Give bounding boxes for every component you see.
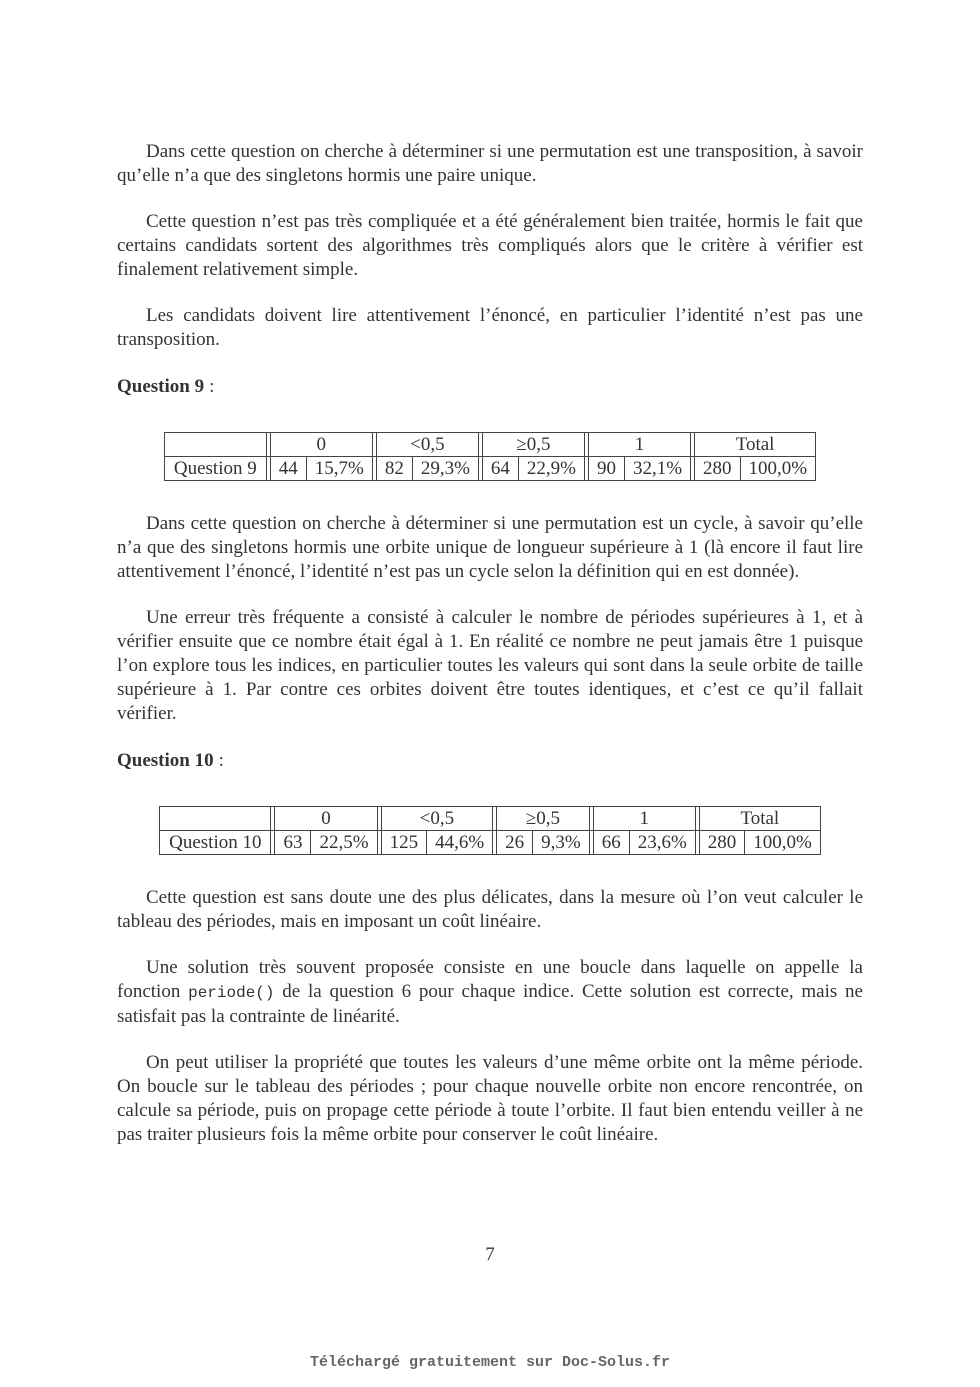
table-header-row [160,807,821,831]
table-cell-count: 82 [376,457,412,481]
paragraph: Cette question est sans doute une des plus délicates, dans la mesure où l’on veut calculer le tableau des périodes, mais en imposant un coût linéaire. [117,887,863,932]
page-content [117,140,863,1147]
paragraph: Dans cette question on cherche à déterminer si une permutation est une transposition, à savoir qu’elle n’a que des singletons hormis une paire unique. [117,141,863,186]
table-cell-count: 280 [699,831,745,855]
table-cell-count: 280 [695,457,741,481]
table-cell-percent: 15,7% [306,457,372,481]
table-cell-percent: 22,5% [311,831,377,855]
table-cell-percent: 9,3% [533,831,590,855]
table-cell-percent: 100,0% [740,457,816,481]
table-row-label: Question 9 [164,457,266,481]
section-heading-colon: : [209,376,215,397]
table-header-cell: Total [699,807,820,831]
table-cell-percent: 23,6% [629,831,695,855]
table-header-cell: <0,5 [376,433,478,457]
table-header-cell: Total [695,433,816,457]
results-table [159,806,821,855]
table-cell-percent: 44,6% [427,831,493,855]
table-corner-cell [160,807,271,831]
paragraph [117,956,863,1029]
section-heading [117,375,863,399]
table-row [164,457,815,481]
table-cell-count: 44 [270,457,306,481]
table-row-label: Question 10 [160,831,271,855]
results-table-wrapper [117,806,863,855]
table-row [160,831,821,855]
table-cell-count: 90 [588,457,624,481]
table-cell-count: 63 [275,831,311,855]
paragraph: Une erreur très fréquente a consisté à calculer le nombre de périodes supérieures à 1, et à vérifier ensuite que ce nombre était égal à 1. En réalité ce nombre ne peut jamais être 1 puisque l’on explore tous les indices, en particulier toutes les valeurs qui sont dans la seule orbite de taille supérieure à 1. Par contre ces orbites doivent être toutes identiques, et c’est ce qu’il fallait vérifier. [117,607,863,724]
paragraph: Les candidats doivent lire attentivement l’énoncé, en particulier l’identité n’est pas une transposition. [117,305,863,350]
results-table [164,432,816,481]
table-header-cell: <0,5 [381,807,493,831]
table-cell-count: 26 [497,831,533,855]
table-cell-count: 125 [381,831,427,855]
table-cell-percent: 32,1% [624,457,690,481]
table-cell-percent: 29,3% [412,457,478,481]
paragraph-text: de la question 6 pour chaque indice. Cette solution est correcte, mais ne satisfait pas la contrainte de linéarité. [117,981,863,1027]
table-header-row [164,433,815,457]
table-header-cell: 0 [270,433,372,457]
section-heading-label: Question 9 [117,376,205,397]
section-heading-colon: : [218,750,224,771]
inline-code: periode() [188,984,275,1002]
paragraph: Dans cette question on cherche à déterminer si une permutation est un cycle, à savoir qu’elle n’a que des singletons hormis une orbite unique de longueur supérieure à 1 (là encore il faut lire attentivement l’énoncé, l’identité n’est pas un cycle selon la définition qui en est donnée). [117,513,863,582]
paragraph: On peut utiliser la propriété que toutes les valeurs d’une même orbite ont la même période. On boucle sur le tableau des périodes ; pour chaque nouvelle orbite non encore rencontrée, on calcule sa période, puis on propage cette période à toute l’orbite. Il faut bien entendu veiller à ne pas traiter plusieurs fois la même orbite pour conserver le coût linéaire. [117,1052,863,1145]
table-corner-cell [164,433,266,457]
table-header-cell: 1 [593,807,695,831]
paragraph-text: Une solution très souvent proposée consiste en une boucle dans laquelle on appelle la fonction [117,957,863,1002]
results-table-wrapper [117,432,863,481]
table-header-cell: 0 [275,807,377,831]
table-cell-percent: 100,0% [745,831,821,855]
section-heading [117,749,863,773]
table-cell-count: 64 [482,457,518,481]
page-number: 7 [485,1244,495,1265]
table-header-cell: ≥0,5 [482,433,584,457]
table-cell-percent: 22,9% [518,457,584,481]
table-cell-count: 66 [593,831,629,855]
download-footer: Téléchargé gratuitement sur Doc-Solus.fr [309,1354,671,1371]
paragraph: Cette question n’est pas très compliquée et a été généralement bien traitée, hormis le fait que certains candidats sortent des algorithmes très compliqués alors que le critère à vérifier est finalement relativement simple. [117,211,863,280]
table-header-cell: ≥0,5 [497,807,590,831]
table-header-cell: 1 [588,433,690,457]
section-heading-label: Question 10 [117,750,214,771]
